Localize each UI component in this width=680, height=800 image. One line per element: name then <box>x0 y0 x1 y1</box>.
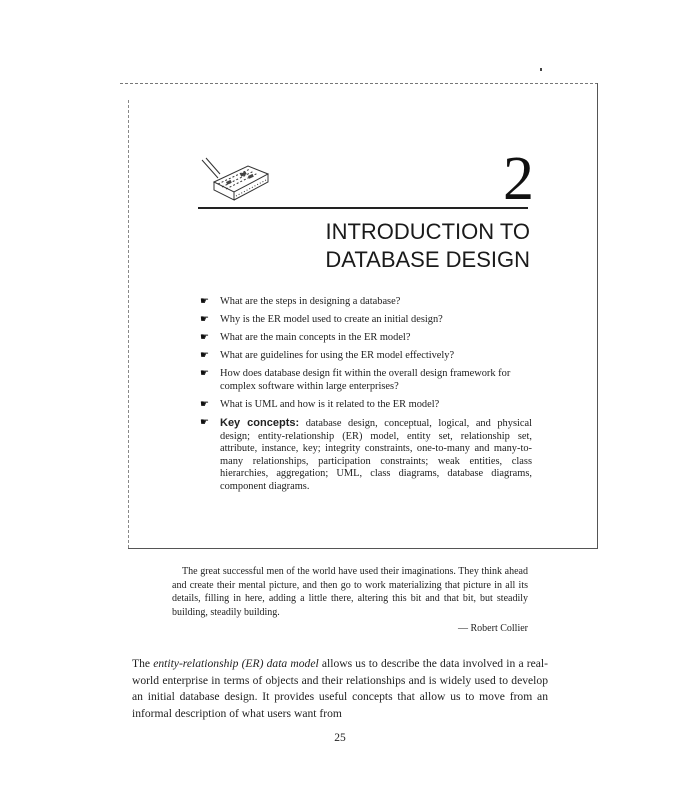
objective-item <box>200 399 532 412</box>
objective-item <box>200 332 532 345</box>
chapter-objectives-list <box>200 296 532 499</box>
objective-item <box>200 314 532 327</box>
epigraph-quote: The great successful men of the world have used their imaginations. They think ahead and create their mental picture, and then go to work materializing that picture in all its details, filling in here, adding a little there, altering this bit and that bit, but steadily building, steadily building. <box>172 566 528 618</box>
page-frame-top <box>120 83 598 84</box>
objective-text: How does database design fit within the overall design framework for complex software within large enterprises? <box>220 368 511 392</box>
pointing-hand-icon: ☛ <box>200 350 209 362</box>
pointing-hand-icon: ☛ <box>200 314 209 326</box>
key-concepts-item <box>200 417 532 493</box>
pointing-hand-icon: ☛ <box>200 332 209 344</box>
objective-text: What are the main concepts in the ER model? <box>220 332 411 344</box>
page-frame-right <box>597 83 598 548</box>
objective-text: What are guidelines for using the ER model effectively? <box>220 350 455 362</box>
objective-text: Why is the ER model used to create an initial design? <box>220 314 443 326</box>
page-frame-bottom <box>128 548 598 549</box>
key-concepts-label: Key concepts: <box>220 417 300 430</box>
objective-text: What is UML and how is it related to the ER model? <box>220 398 440 410</box>
pointing-hand-icon: ☛ <box>200 296 209 307</box>
objective-item <box>200 368 532 393</box>
objective-text: What are the steps in designing a database? <box>220 296 401 307</box>
pointing-hand-icon: ☛ <box>200 417 209 429</box>
epigraph-author: — Robert Collier <box>458 623 528 634</box>
key-concepts-text: database design, conceptual, logical, and physical design; entity-relationship (ER) model, entity set, relationship set, attribute, instance, key; integrity constraints, one-to-many and many-to-many relationships, participation constraints; weak entities, class hierarchies, aggregation; UML, class diagrams, database diagrams, component diagrams. <box>220 418 532 492</box>
chapter-number: 2 <box>503 145 534 213</box>
body-emphasis: entity-relationship (ER) data model <box>153 657 319 670</box>
chapter-title-line-2: DATABASE DESIGN <box>325 247 530 272</box>
book-stack-illustration-icon <box>196 152 276 208</box>
page-frame-left <box>128 100 129 548</box>
body-rest: allows us to describe the data involved in a real-world enterprise in terms of objects and their relationships and is widely used to develop an initial database design. It provides useful concepts that allow us to move from an informal description of what users want from <box>132 657 548 720</box>
body-paragraph <box>132 656 548 722</box>
scan-speck <box>540 68 542 71</box>
page-number: 25 <box>334 732 346 744</box>
pointing-hand-icon: ☛ <box>200 398 209 410</box>
pointing-hand-icon: ☛ <box>200 368 209 380</box>
chapter-rule <box>198 207 528 209</box>
objective-item <box>200 296 532 309</box>
objective-item <box>200 350 532 363</box>
chapter-title <box>288 218 530 274</box>
body-intro: The <box>132 657 154 670</box>
chapter-title-line-1: INTRODUCTION TO <box>325 219 530 244</box>
